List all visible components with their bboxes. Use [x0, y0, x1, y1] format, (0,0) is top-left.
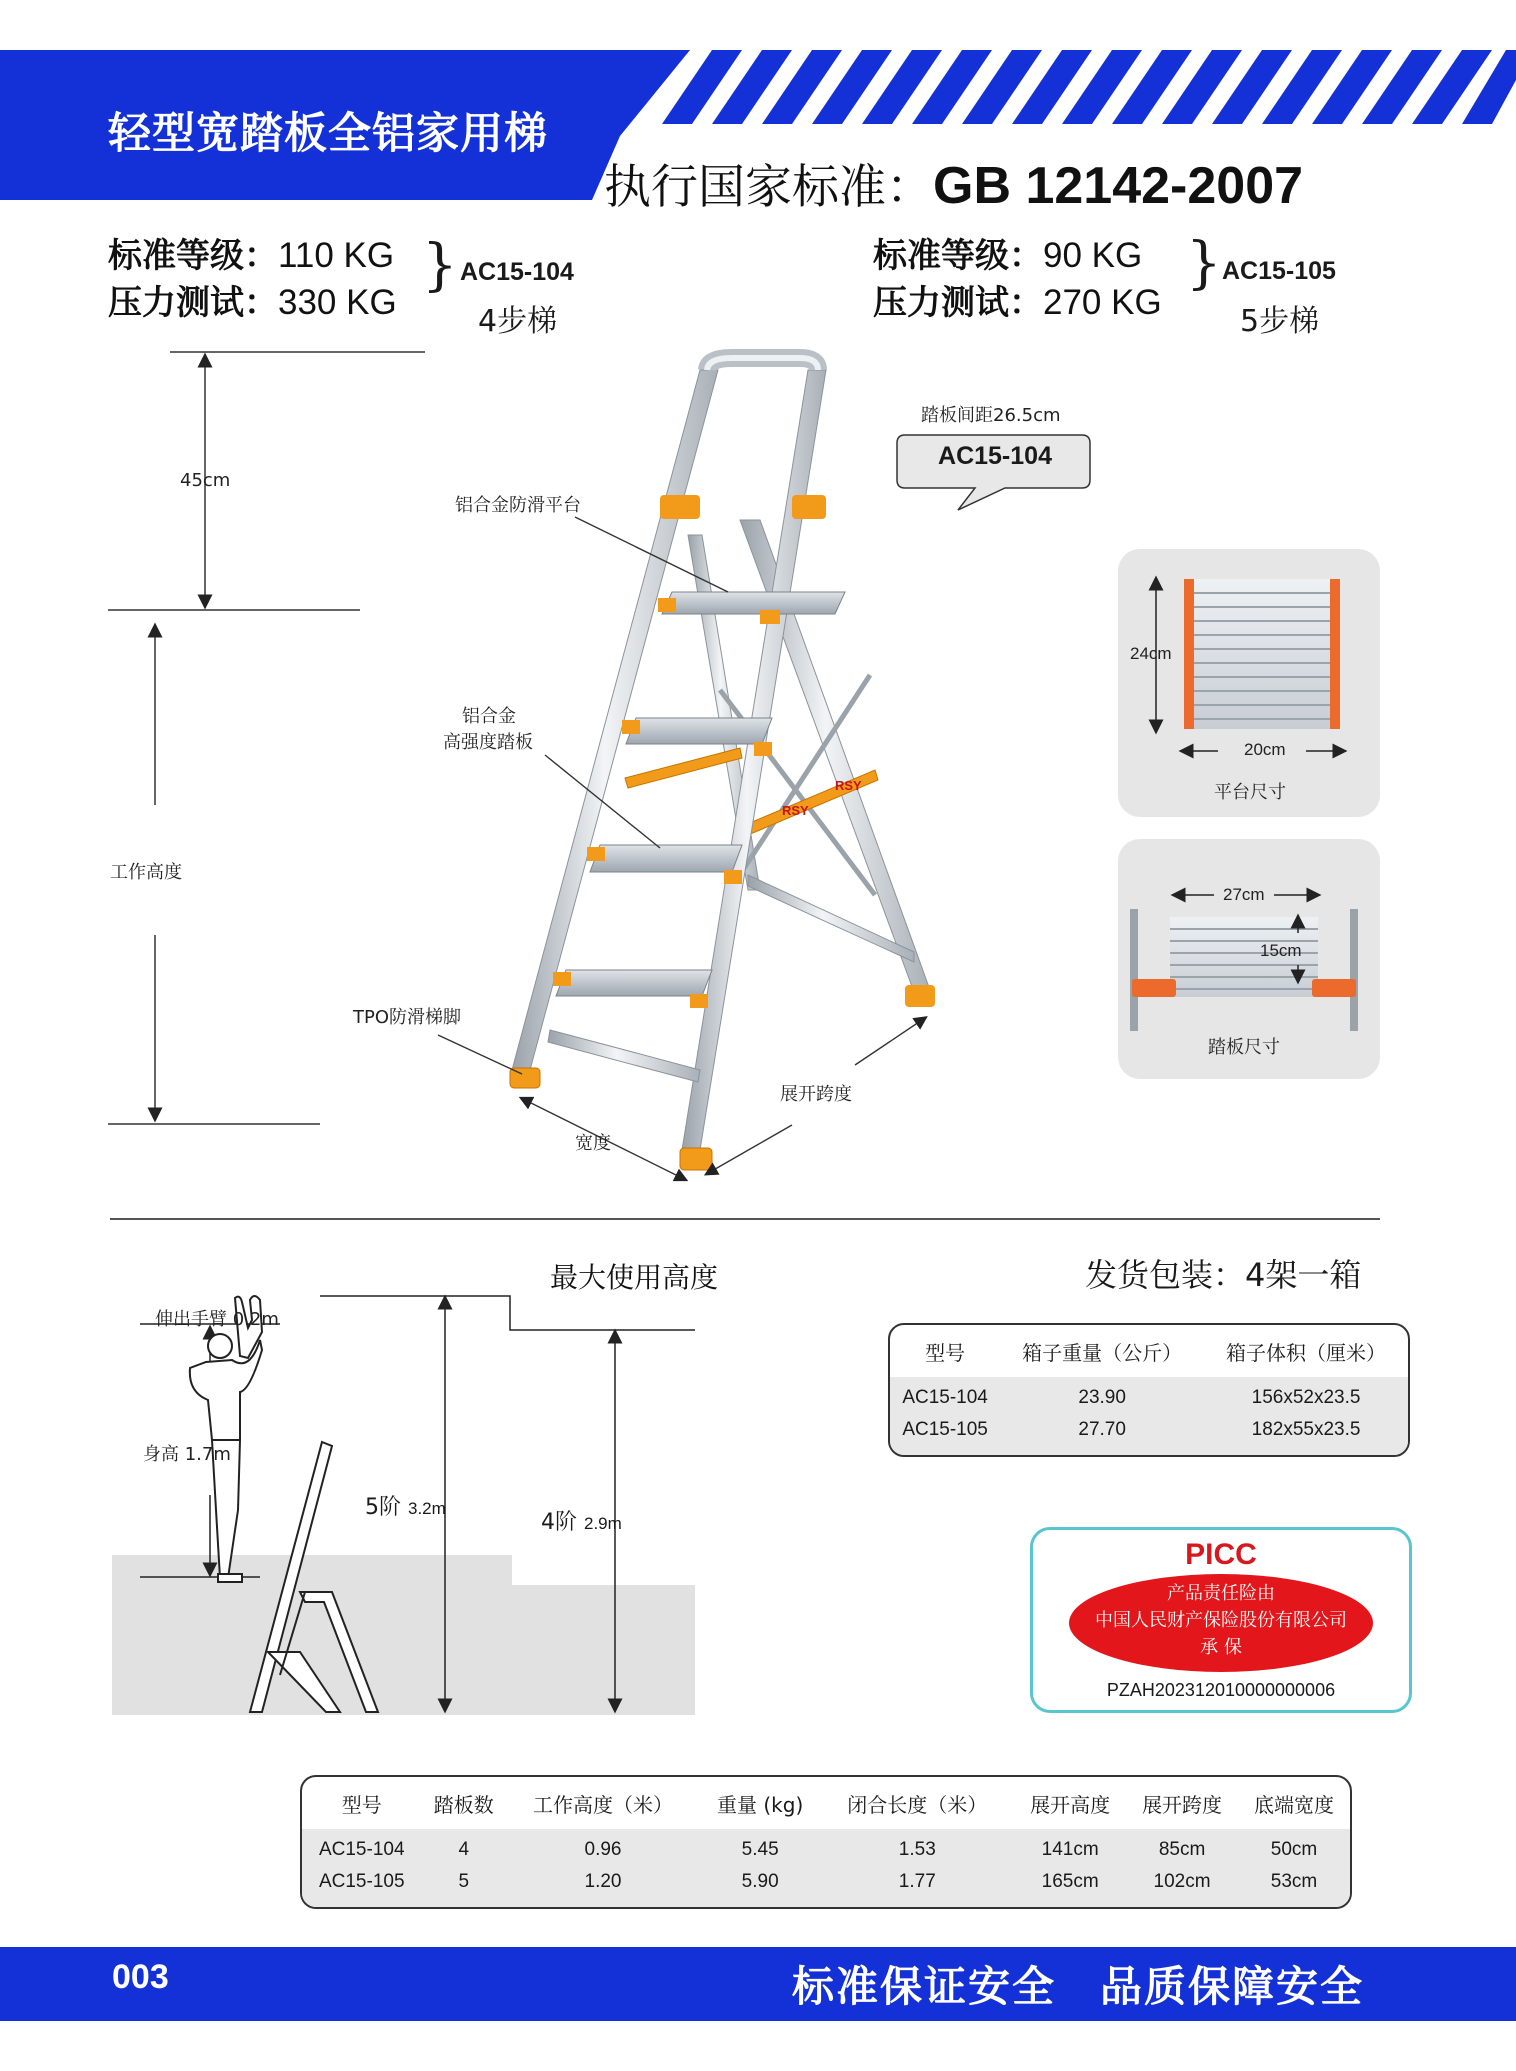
ship-col-volume: 箱子体积（厘米） [1226, 1340, 1387, 1365]
tread-label-2: 高强度踏板 [443, 732, 533, 753]
spacing-label: 踏板间距26.5cm [921, 405, 1061, 426]
work-height-label: 工作高度 [110, 862, 182, 883]
table-cell: 5.90 [741, 1871, 779, 1892]
picc-line-2: 中国人民财产保险股份有限公司 [1095, 1610, 1347, 1631]
ship-col-model: 型号 [925, 1340, 966, 1365]
table-cell: 141cm [1041, 1839, 1099, 1860]
grade-value: 90 KG [1043, 236, 1143, 275]
table-row [302, 1829, 1350, 1866]
picc-line-1: 产品责任险由 [1167, 1583, 1275, 1604]
table-cell: 182x55x23.5 [1251, 1419, 1361, 1440]
test-value: 270 KG [1043, 283, 1162, 322]
platform-width-dim: 20cm [1244, 740, 1286, 759]
brace-105: } [1186, 231, 1222, 296]
five-step-value: 3.2m [408, 1499, 446, 1518]
tread-size-caption: 踏板尺寸 [1208, 1037, 1280, 1058]
spec-col-open-span: 展开跨度 [1142, 1792, 1223, 1817]
picc-policy-number: PZAH202312010000000006 [1106, 1680, 1336, 1700]
ground-high [512, 1585, 695, 1715]
table-row [890, 1414, 1408, 1455]
steps-105: 5步梯 [1240, 304, 1320, 339]
ladder-front-rails [512, 358, 826, 1150]
five-step-height [365, 1490, 446, 1521]
max-height-title: 最大使用高度 [550, 1261, 719, 1294]
ship-col-weight: 箱子重量（公斤） [1022, 1340, 1183, 1365]
picc-line-3: 承 保 [1200, 1637, 1242, 1658]
brand-sticker-2: RSY [835, 778, 862, 793]
foot-label: TPO防滑梯脚 [353, 1007, 462, 1028]
span-label: 展开跨度 [780, 1084, 852, 1105]
shipping-title: 发货包装：4架一箱 [1085, 1256, 1362, 1294]
four-step-label: 4阶 [541, 1510, 577, 1535]
stripe-pattern [662, 50, 1516, 124]
national-standard [604, 150, 1303, 217]
standard-code: GB 12142-2007 [933, 157, 1304, 215]
table-cell: 5.45 [741, 1839, 779, 1860]
page-number: 003 [112, 1958, 169, 1996]
width-label: 宽度 [575, 1133, 611, 1154]
steps-104: 4步梯 [478, 304, 558, 339]
tread-width-dim: 27cm [1223, 885, 1265, 904]
table-cell: AC15-105 [902, 1419, 988, 1440]
model-code-104: AC15-104 [460, 258, 574, 286]
body-label: 身高 [143, 1444, 179, 1465]
table-cell: 1.20 [584, 1871, 622, 1892]
footer-slogan: 标准保证安全 品质保障安全 [792, 1962, 1365, 2011]
spec-col-closed-length: 闭合长度（米） [847, 1792, 988, 1817]
five-step-label: 5阶 [365, 1495, 401, 1520]
tread-depth-dim: 15cm [1260, 941, 1302, 960]
table-cell: 1.53 [898, 1839, 936, 1860]
test-label: 压力测试： [108, 283, 278, 323]
picc-oval [1069, 1574, 1373, 1672]
table-cell: 23.90 [1078, 1387, 1126, 1408]
table-cell: 4 [458, 1839, 470, 1860]
person-figure [190, 1296, 262, 1582]
table-cell: 50cm [1270, 1839, 1318, 1860]
spec-grade-105 [873, 228, 1142, 277]
ladder-feet [510, 1068, 712, 1170]
spec-col-treads: 踏板数 [433, 1792, 494, 1817]
brace-104: } [422, 233, 458, 298]
top-height-label: 45cm [180, 470, 231, 491]
four-step-height [541, 1505, 622, 1536]
spec-col-open-height: 展开高度 [1030, 1792, 1111, 1817]
arm-value: 0.2m [232, 1309, 279, 1330]
table-cell: 1.77 [898, 1871, 936, 1892]
grade-label: 标准等级： [873, 236, 1043, 276]
platform-size-panel [1118, 549, 1380, 817]
table-cell: AC15-104 [902, 1387, 988, 1408]
tread-label-1: 铝合金 [462, 706, 516, 727]
table-cell: 102cm [1153, 1871, 1211, 1892]
spec-col-base-width: 底端宽度 [1254, 1792, 1335, 1817]
top-platform [658, 495, 845, 624]
platform-size-caption: 平台尺寸 [1214, 782, 1286, 803]
spec-col-model: 型号 [341, 1792, 382, 1817]
spec-table [300, 1775, 1352, 1909]
spec-test-105 [873, 275, 1162, 324]
brand-sticker-1: RSY [782, 803, 809, 818]
page-title: 轻型宽踏板全铝家用梯 [108, 109, 548, 159]
body-height-label [143, 1440, 231, 1466]
spec-grade-104 [108, 228, 394, 277]
picc-logo: PICC [1185, 1538, 1257, 1571]
table-cell: 27.70 [1078, 1419, 1126, 1440]
test-value: 330 KG [278, 283, 397, 322]
arm-reach-label [155, 1305, 279, 1331]
table-cell: 165cm [1041, 1871, 1099, 1892]
table-cell: 156x52x23.5 [1251, 1387, 1361, 1408]
spec-col-work-height: 工作高度（米） [533, 1792, 674, 1817]
table-row [890, 1377, 1408, 1414]
table-cell: AC15-104 [318, 1839, 405, 1860]
model-code-105: AC15-105 [1222, 257, 1336, 285]
table-row [302, 1866, 1350, 1907]
four-step-value: 2.9m [584, 1514, 622, 1533]
section-divider [110, 1218, 1380, 1220]
shipping-table [888, 1323, 1410, 1457]
picc-insurance-badge [1030, 1527, 1412, 1713]
standard-prefix: 执行国家标准： [604, 160, 933, 215]
table-cell: 0.96 [584, 1839, 622, 1860]
tread-size-panel [1118, 839, 1380, 1079]
table-cell: 85cm [1158, 1839, 1206, 1860]
grade-label: 标准等级： [108, 236, 278, 276]
table-cell: 53cm [1270, 1871, 1318, 1892]
arm-label: 伸出手臂 [155, 1309, 227, 1330]
test-label: 压力测试： [873, 283, 1043, 323]
platform-height-dim: 24cm [1130, 644, 1172, 663]
grade-value: 110 KG [278, 236, 395, 275]
spec-test-104 [108, 275, 397, 324]
table-cell: AC15-105 [318, 1871, 405, 1892]
bubble-model-code: AC15-104 [938, 442, 1052, 470]
body-value: 1.7m [184, 1444, 231, 1465]
table-cell: 5 [458, 1871, 470, 1892]
platform-label: 铝合金防滑平台 [455, 495, 581, 516]
spec-col-weight: 重量 (kg) [717, 1792, 804, 1817]
